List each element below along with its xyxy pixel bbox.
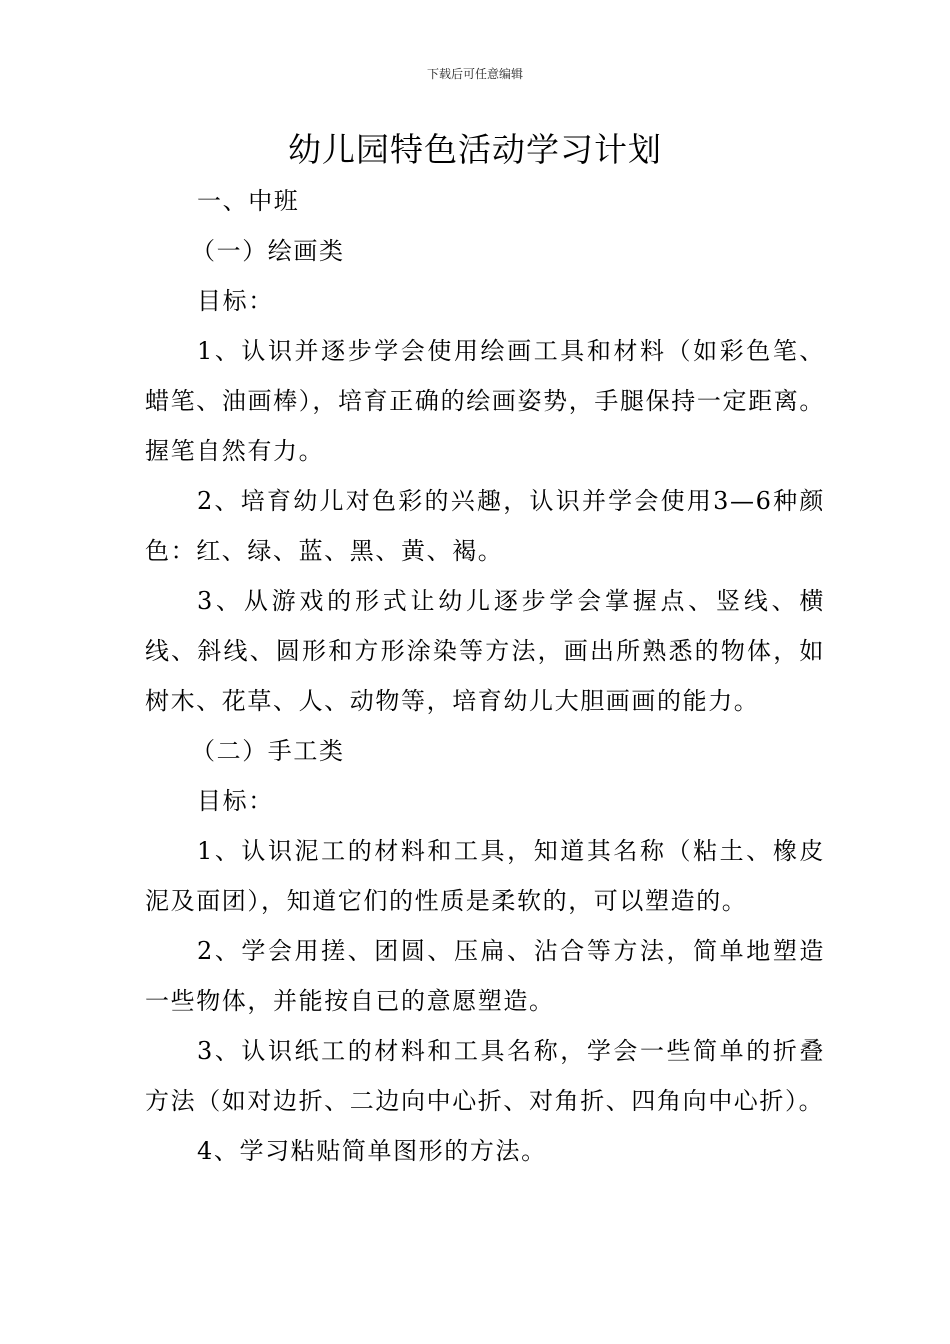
paragraph: 1、认识泥工的材料和工具，知道其名称（粘土、橡皮泥及面团），知道它们的性质是柔软的，可以塑造的。 bbox=[145, 837, 825, 915]
goals-label: 目标： bbox=[197, 287, 274, 315]
document-title: 幼儿园特色活动学习计划 bbox=[288, 130, 662, 169]
paragraph: 2、学会用搓、团圆、压扁、沾合等方法，简单地塑造一些物体，并能按自已的意愿塑造。 bbox=[145, 937, 825, 1015]
paragraph: 4、学习粘贴简单图形的方法。 bbox=[197, 1137, 547, 1165]
paragraph: 1、认识并逐步学会使用绘画工具和材料（如彩色笔、蜡笔、油画棒），培育正确的绘画姿势，手腿保持一定距离。握笔自然有力。 bbox=[145, 337, 825, 465]
subsection-heading-drawing: （一）绘画类 bbox=[191, 237, 345, 265]
section-heading-middle-class: 一、中班 bbox=[197, 187, 300, 215]
subsection-heading-handcraft: （二）手工类 bbox=[191, 737, 345, 765]
paragraph: 3、认识纸工的材料和工具名称，学会一些简单的折叠方法（如对边折、二边向中心折、对角折、四角向中心折）。 bbox=[145, 1037, 825, 1115]
paragraph: 2、培育幼儿对色彩的兴趣，认识并学会使用3—6种颜色：红、绿、蓝、黑、黄、褐。 bbox=[145, 487, 825, 565]
goals-label: 目标： bbox=[197, 787, 274, 815]
document-body bbox=[145, 176, 825, 1176]
header-note: 下载后可任意编辑 bbox=[426, 67, 523, 81]
paragraph: 3、从游戏的形式让幼儿逐步学会掌握点、竖线、横线、斜线、圆形和方形涂染等方法，画出所熟悉的物体，如树木、花草、人、动物等，培育幼儿大胆画画的能力。 bbox=[145, 587, 825, 715]
